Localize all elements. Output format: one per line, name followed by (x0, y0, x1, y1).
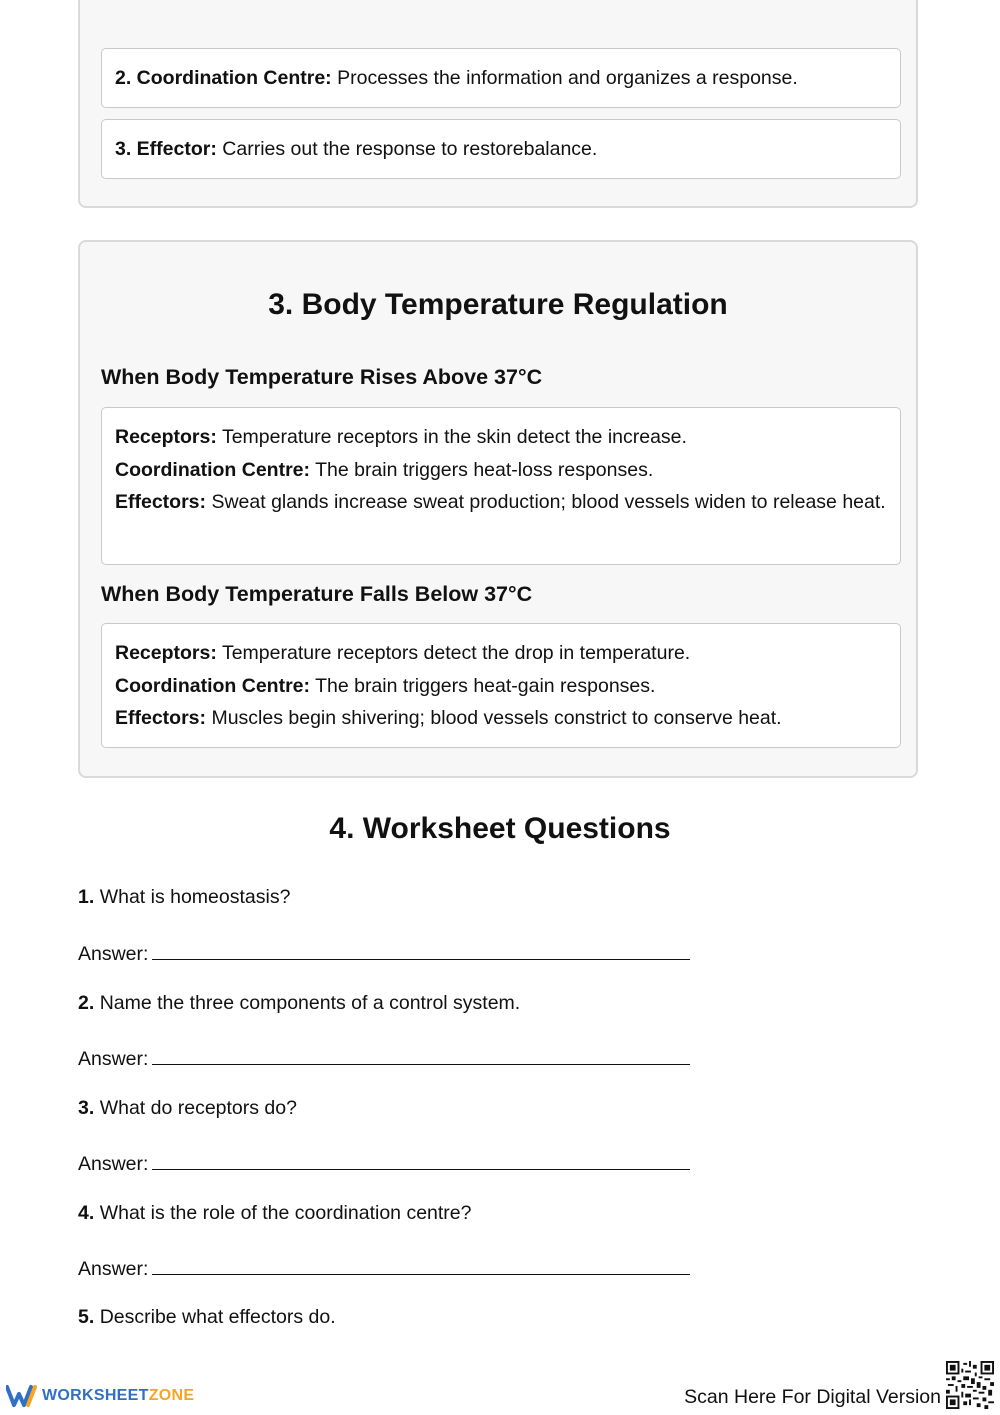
falls-coordination-line (115, 670, 887, 703)
rises-receptors-label: Receptors: (115, 426, 217, 448)
falls-heading: When Body Temperature Falls Below 37°C (101, 582, 533, 606)
effector-label: 3. Effector: (115, 137, 217, 160)
falls-effectors-line (115, 702, 887, 735)
question-3 (78, 1097, 297, 1120)
rises-effectors-text: Sweat glands increase sweat production; blood vessels widen to release heat. (211, 491, 886, 513)
falls-receptors-line (115, 637, 887, 670)
answer-label: Answer: (78, 943, 149, 965)
answer-line[interactable] (152, 939, 690, 960)
question-1 (78, 886, 290, 909)
question-text: What is the role of the coordination centre? (99, 1202, 472, 1224)
falls-coordination-text: The brain triggers heat-gain responses. (315, 674, 656, 697)
effector-box (101, 119, 901, 179)
coordination-centre-label: 2. Coordination Centre: (115, 66, 332, 89)
question-number: 1. (78, 886, 95, 908)
rises-effectors-label: Effectors: (115, 491, 207, 513)
qr-code-icon[interactable] (946, 1361, 994, 1409)
answer-2 (78, 1044, 690, 1071)
logo-text-part2: ZONE (148, 1387, 195, 1404)
answer-line[interactable] (152, 1044, 690, 1065)
scan-here-text: Scan Here For Digital Version (684, 1386, 941, 1408)
answer-label: Answer: (78, 1258, 149, 1280)
rises-receptors-line (115, 421, 887, 454)
question-text: Describe what effectors do. (99, 1306, 336, 1328)
answer-line[interactable] (152, 1149, 690, 1170)
rises-coordination-label: Coordination Centre: (115, 458, 310, 481)
temperature-regulation-title: 3. Body Temperature Regulation (268, 288, 728, 321)
rises-heading: When Body Temperature Rises Above 37°C (101, 365, 543, 389)
rises-box (101, 407, 901, 565)
answer-label: Answer: (78, 1048, 149, 1070)
temperature-regulation-panel (78, 240, 918, 778)
question-2 (78, 992, 520, 1015)
falls-effectors-label: Effectors: (115, 707, 207, 729)
worksheetzone-logo[interactable] (6, 1384, 194, 1408)
question-5 (78, 1306, 336, 1329)
falls-receptors-label: Receptors: (115, 642, 217, 664)
falls-receptors-text: Temperature receptors detect the drop in temperature. (221, 642, 691, 664)
control-system-panel (78, 0, 918, 208)
worksheet-questions-title: 4. Worksheet Questions (329, 812, 671, 845)
question-number: 3. (78, 1097, 95, 1119)
falls-coordination-label: Coordination Centre: (115, 674, 310, 697)
answer-label: Answer: (78, 1153, 149, 1175)
rises-effectors-line (115, 486, 887, 519)
falls-effectors-text: Muscles begin shivering; blood vessels constrict to conserve heat. (211, 707, 782, 729)
answer-1 (78, 939, 690, 966)
answer-3 (78, 1149, 690, 1176)
logo-text (42, 1387, 194, 1405)
falls-box (101, 623, 901, 748)
rises-coordination-text: The brain triggers heat-loss responses. (315, 458, 654, 481)
answer-4 (78, 1254, 690, 1281)
question-text: Name the three components of a control system. (99, 992, 521, 1014)
question-number: 5. (78, 1306, 95, 1328)
answer-line[interactable] (152, 1254, 690, 1275)
question-4 (78, 1202, 471, 1225)
rises-receptors-text: Temperature receptors in the skin detect the increase. (221, 426, 687, 448)
coordination-centre-text: Processes the information and organizes a response. (337, 66, 798, 89)
logo-text-part1: WORKSHEET (42, 1387, 149, 1404)
question-text: What is homeostasis? (99, 886, 291, 908)
question-text: What do receptors do? (99, 1097, 297, 1119)
logo-w-icon (6, 1384, 38, 1408)
effector-text: Carries out the response to restorebalance. (222, 137, 598, 160)
question-number: 2. (78, 992, 95, 1014)
question-number: 4. (78, 1202, 95, 1224)
coordination-centre-box (101, 48, 901, 108)
rises-coordination-line (115, 454, 887, 487)
